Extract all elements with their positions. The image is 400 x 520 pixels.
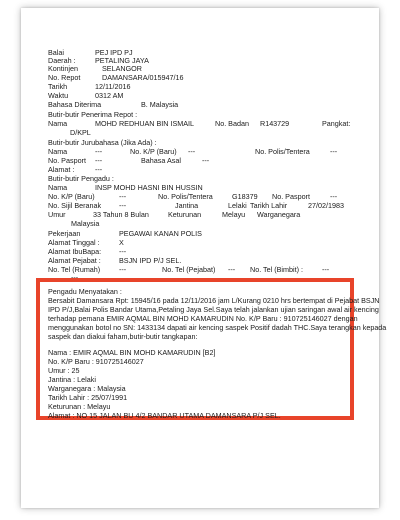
balai-value: PEJ IPD PJ	[95, 48, 133, 57]
pengadu-umur-value: 33 Tahun 8 Bulan	[93, 210, 149, 219]
penerima-pangkat-value: D/KPL	[70, 128, 91, 137]
kontinjen-value: SELANGOR	[102, 64, 142, 73]
jurubahasa-pasport-label: No. Pasport	[48, 156, 86, 165]
pengadu-polis-value: G18379	[232, 192, 258, 201]
balai-label: Balai	[48, 48, 64, 57]
daerah-label: Daerah :	[48, 56, 76, 65]
pengadu-warganegara-label: Warganegara	[257, 210, 301, 219]
no-repot-label: No. Repot	[48, 73, 81, 82]
statement-line: menggunakan botol no SN: 1433134 dapati air kencing saspek Positif dadah THC.Saya terangkan kepada	[48, 323, 387, 332]
bahasa-label: Bahasa Diterima	[48, 100, 102, 109]
penerima-pangkat-label: Pangkat:	[322, 119, 351, 128]
waktu-value: 0312 AM	[95, 91, 124, 100]
statement-line: IPD P/J,Balai Polis Bandar Utama,Petaling Jaya Sel.Saya telah jalankan ujian saringan awal air kencing	[48, 305, 379, 314]
jurubahasa-polis-value: ---	[330, 147, 338, 156]
pengadu-nama-label: Nama	[48, 183, 68, 192]
jurubahasa-pasport-value: ---	[95, 156, 103, 165]
pengadu-alamat-tinggal-label: Alamat Tinggal :	[48, 238, 100, 247]
suspect-detail: Umur : 25	[48, 366, 80, 375]
suspect-detail: Alamat : NO 15 JALAN BU 4/2 BANDAR UTAMA DAMANSARA P/J SEL.	[48, 411, 281, 420]
statement-line: Bersabit Damansara Rpt: 15945/16 pada 12/11/2016 jam L/Kurang 0210 hrs bertempat di Pejabat BSJN	[48, 296, 380, 305]
tarikh-value: 12/11/2016	[95, 82, 131, 91]
pengadu-tel-bimbit-value: ---	[322, 265, 330, 274]
pengadu-pekerjaan-label: Pekerjaan	[48, 229, 81, 238]
suspect-detail: No. K/P Baru : 910725146027	[48, 357, 144, 366]
pengadu-umur-label: Umur	[48, 210, 66, 219]
pengadu-kp-label: No. K/P (Baru)	[48, 192, 95, 201]
pengadu-alamat-pejabat-label: Alamat Pejabat :	[48, 256, 101, 265]
jurubahasa-nama-label: Nama	[48, 147, 68, 156]
pengadu-sijil-value: ---	[119, 201, 127, 210]
jurubahasa-nama-value: ---	[95, 147, 103, 156]
pengadu-pasport-label: No. Pasport	[272, 192, 310, 201]
tarikh-label: Tarikh	[48, 82, 68, 91]
pengadu-pasport-value: ---	[330, 192, 338, 201]
pengadu-polis-label: No. Polis/Tentera	[158, 192, 213, 201]
pengadu-tel-pejabat-value: ---	[228, 265, 236, 274]
penerima-no-badan-label: No. Badan	[215, 119, 249, 128]
pengadu-tel-rumah-value: ---	[119, 265, 127, 274]
pengadu-pekerjaan-value: PEGAWAI KANAN POLIS	[119, 229, 202, 238]
statement-line: saspek dan diakui faham,butir-butir tangkapan:	[48, 332, 198, 341]
daerah-value: PETALING JAYA	[95, 56, 149, 65]
jurubahasa-heading: Butir-butir Jurubahasa (Jika Ada) :	[48, 138, 157, 147]
penerima-nama-label: Nama	[48, 119, 68, 128]
waktu-label: Waktu	[48, 91, 69, 100]
suspect-detail: Jantina : Lelaki	[48, 375, 96, 384]
pengadu-keturunan-label: Keturunan	[168, 210, 202, 219]
jurubahasa-kp-label: No. K/P (Baru)	[130, 147, 177, 156]
pengadu-alamat-pejabat-value: BSJN IPD P/J SEL.	[119, 256, 182, 265]
pengadu-heading: Butir-butir Pengadu :	[48, 174, 114, 183]
jurubahasa-alamat-label: Alamat :	[48, 165, 75, 174]
jurubahasa-kp-value: ---	[188, 147, 196, 156]
pengadu-alamat-tinggal-value: X	[119, 238, 124, 247]
pengadu-tel-rumah-label: No. Tel (Rumah)	[48, 265, 101, 274]
suspect-detail: Tarikh Lahir : 25/07/1991	[48, 393, 128, 402]
pengadu-alamat-ibubapa-value: ---	[119, 247, 127, 256]
pengadu-warganegara-value: Malaysia	[71, 219, 100, 228]
statement-line: terhadap pemana EMIR AQMAL BIN MOHD KAMARUDIN No. K/P Baru : 910725146027 dengan	[48, 314, 358, 323]
pengadu-sijil-label: No. Sijil Beranak	[48, 201, 102, 210]
pengadu-alamat-ibubapa-label: Alamat IbuBapa:	[48, 247, 102, 256]
suspect-detail: Nama : EMIR AQMAL BIN MOHD KAMARUDIN [B2]	[48, 348, 216, 357]
jurubahasa-polis-label: No. Polis/Tentera	[255, 147, 310, 156]
statement-heading: Pengadu Menyatakan :	[48, 287, 122, 296]
jurubahasa-alamat-value: ---	[95, 165, 103, 174]
bahasa-value: B. Malaysia	[141, 100, 179, 109]
pengadu-lahir-label: Tarikh Lahir	[250, 201, 288, 210]
pengadu-jantina-label: Jantina	[175, 201, 199, 210]
kontinjen-label: Kontinjen	[48, 64, 78, 73]
pengadu-jantina-value: Lelaki	[228, 201, 247, 210]
suspect-detail: Warganegara : Malaysia	[48, 384, 126, 393]
pengadu-extra-dash: ---	[71, 273, 79, 282]
penerima-heading: Butir-butir Penerima Repot :	[48, 110, 138, 119]
suspect-detail: Keturunan : Melayu	[48, 402, 111, 411]
penerima-nama-value: MOHD REDHUAN BIN ISMAIL	[95, 119, 195, 128]
jurubahasa-bahasa-asal-value: ---	[202, 156, 210, 165]
pengadu-kp-value: ---	[119, 192, 127, 201]
pengadu-lahir-value: 27/02/1983	[308, 201, 344, 210]
pengadu-tel-bimbit-label: No. Tel (Bimbit) :	[250, 265, 303, 274]
penerima-no-badan-value: R143729	[260, 119, 290, 128]
jurubahasa-bahasa-asal-label: Bahasa Asal	[141, 156, 181, 165]
pengadu-tel-pejabat-label: No. Tel (Pejabat)	[162, 265, 216, 274]
pengadu-keturunan-value: Melayu	[222, 210, 246, 219]
no-repot-value: DAMANSARA/015947/16	[102, 73, 184, 82]
pengadu-nama-value: INSP MOHD HASNI BIN HUSSIN	[95, 183, 203, 192]
